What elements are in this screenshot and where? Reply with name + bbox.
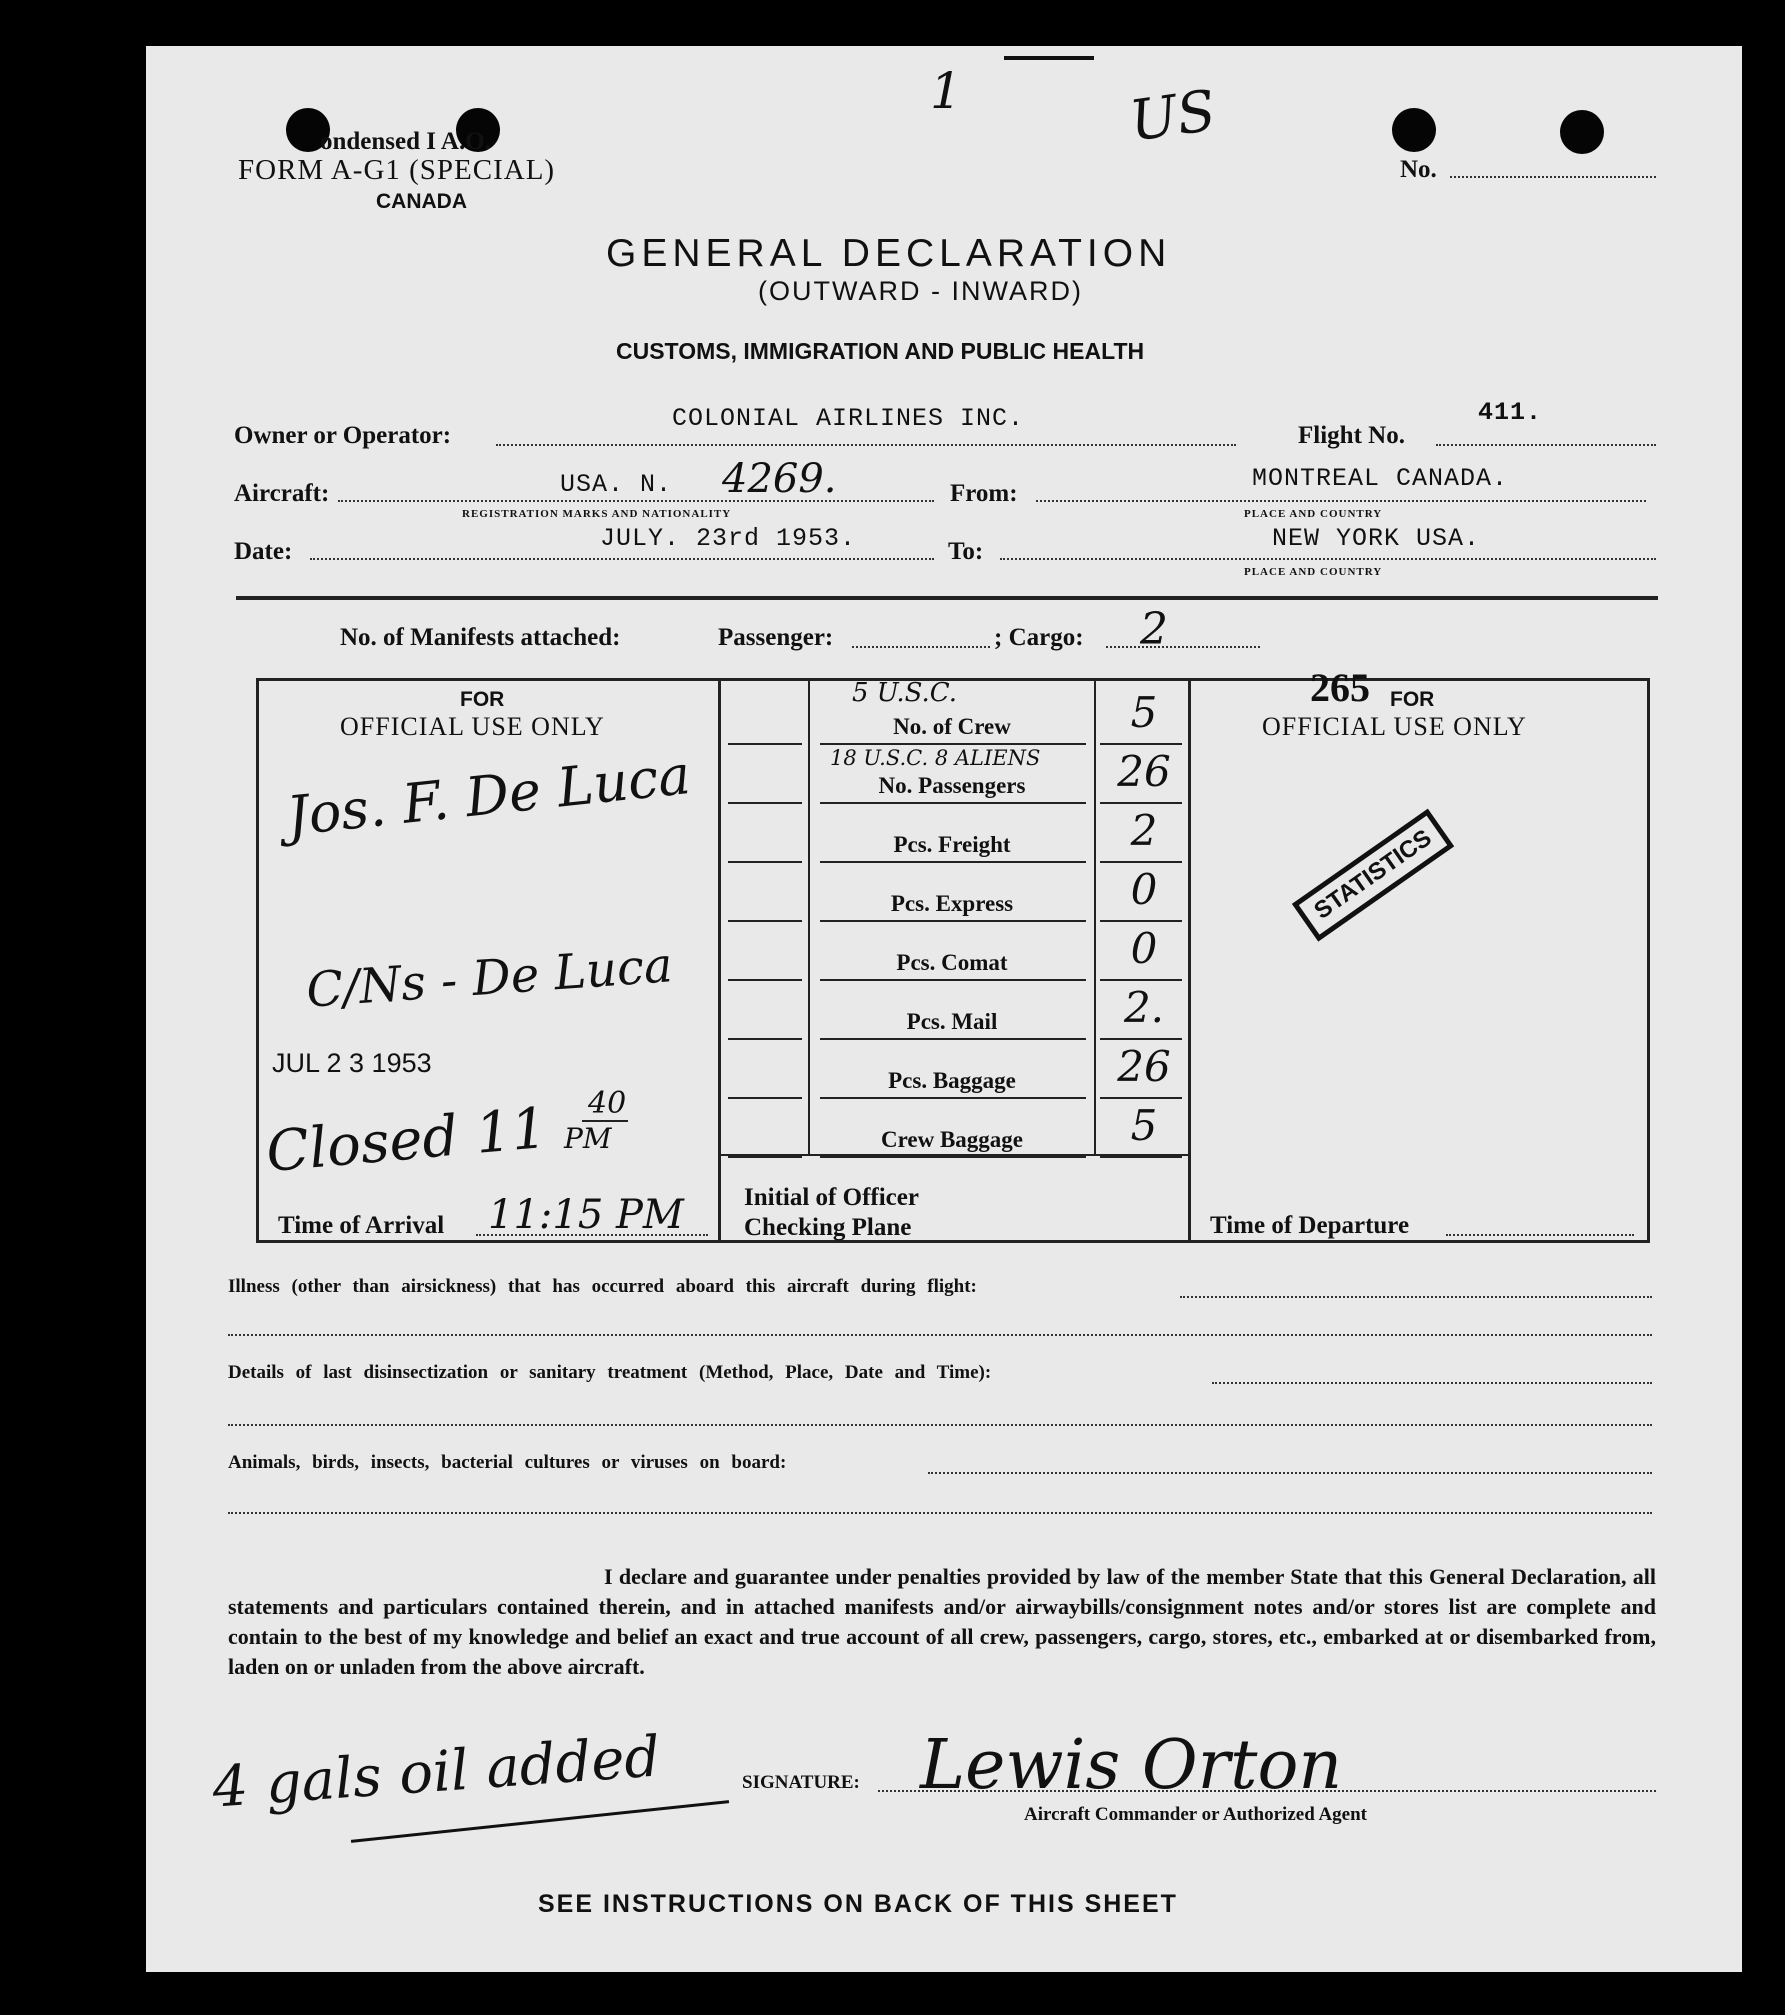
cargo-row-divider [820, 920, 1086, 922]
cargo-row-label: No. Passengers [878, 773, 1026, 798]
cargo-row-label: Pcs. Comat [896, 950, 1008, 975]
cargo-row-divider [728, 920, 802, 922]
illness-field [1180, 1296, 1652, 1298]
signature-label: SIGNATURE: [742, 1772, 860, 1793]
date-stamp: JUL 2 3 1953 [272, 1048, 432, 1078]
passenger-note: 18 U.S.C. 8 ALIENS [830, 746, 1041, 770]
closed-note: Closed 11 [263, 1095, 550, 1186]
cargo-row-label: Pcs. Mail [906, 1009, 998, 1034]
manifests-label: No. of Manifests attached: [340, 624, 621, 651]
page-subtitle: (OUTWARD - INWARD) [758, 276, 1083, 306]
table-divider [1188, 678, 1191, 1240]
left-for-label: FOR [460, 688, 505, 711]
statistics-stamp: STATISTICS [1292, 808, 1455, 941]
manifests-passenger-field [852, 646, 990, 648]
form-id-line1: ondensed I A.O. [320, 128, 491, 155]
manifests-cargo-label: ; Cargo: [994, 624, 1084, 651]
owner-label: Owner or Operator: [234, 422, 452, 449]
form-id-line2: FORM A-G1 (SPECIAL) [238, 154, 556, 186]
to-value: NEW YORK USA. [1272, 524, 1481, 553]
time-arrival-label: Time of Arrival [278, 1212, 445, 1239]
cargo-row-divider [728, 1156, 802, 1158]
animals-field-2 [228, 1512, 1652, 1514]
right-number: 265 [1310, 665, 1370, 710]
cargo-row-divider [1100, 1097, 1182, 1099]
cargo-row-label: No. of Crew [893, 714, 1011, 739]
official-signature-1: Jos. F. De Luca [283, 743, 694, 848]
closed-minutes: 40 [588, 1086, 627, 1121]
from-label: From: [950, 480, 1018, 507]
aircraft-label: Aircraft: [234, 480, 330, 507]
aircraft-caption: REGISTRATION MARKS AND NATIONALITY [462, 508, 732, 520]
cargo-row-divider [1100, 979, 1182, 981]
cargo-row-label: Crew Baggage [880, 1127, 1024, 1152]
initial-officer-label-2: Checking Plane [744, 1214, 912, 1241]
cargo-row-value: 0 [1130, 865, 1158, 914]
from-value: MONTREAL CANADA. [1252, 464, 1509, 493]
disinsect-field [1212, 1382, 1652, 1384]
right-official-label: OFFICIAL USE ONLY [1262, 712, 1527, 741]
handwritten-mark: 1 [930, 62, 962, 120]
no-label: No. [1400, 156, 1437, 183]
cargo-row-divider [820, 861, 1086, 863]
cargo-row-divider [728, 802, 802, 804]
flight-label: Flight No. [1298, 422, 1405, 449]
cargo-row-value: 2 [1130, 806, 1158, 855]
illness-label: Illness (other than airsickness) that has occurred aboard this aircraft during flight: [228, 1276, 977, 1297]
manifests-passenger-label: Passenger: [718, 624, 834, 651]
header-divider [236, 596, 1658, 600]
signature-caption: Aircraft Commander or Authorized Agent [1024, 1804, 1368, 1825]
cargo-row-divider [1100, 1038, 1182, 1040]
page-title: GENERAL DECLARATION [606, 232, 1172, 275]
footer-instructions: SEE INSTRUCTIONS ON BACK OF THIS SHEET [538, 1890, 1178, 1918]
handwritten-initials: US [1125, 78, 1220, 155]
cargo-row-divider [728, 861, 802, 863]
initial-officer-label-1: Initial of Officer [744, 1184, 919, 1211]
left-official-label: OFFICIAL USE ONLY [340, 712, 605, 741]
cargo-row-divider [820, 802, 1086, 804]
cargo-row-label: Pcs. Baggage [888, 1068, 1016, 1093]
cargo-row-label: Pcs. Freight [893, 832, 1011, 857]
page-subtitle-2: CUSTOMS, IMMIGRATION AND PUBLIC HEALTH [616, 338, 1145, 364]
time-departure-label: Time of Departure [1210, 1212, 1410, 1239]
flight-value: 411. [1478, 398, 1543, 427]
from-field [1036, 500, 1646, 502]
cargo-row-value: 26 [1117, 1042, 1171, 1091]
cargo-row-divider [820, 1156, 1086, 1158]
table-divider [808, 678, 810, 1154]
owner-value: COLONIAL AIRLINES INC. [672, 404, 1025, 433]
cargo-row-value: 2. [1123, 983, 1165, 1032]
owner-field [496, 444, 1236, 446]
cargo-row-divider [728, 979, 802, 981]
date-label: Date: [234, 538, 293, 565]
illness-field-2 [228, 1334, 1652, 1336]
cargo-row-divider [728, 1038, 802, 1040]
cargo-row-divider [728, 743, 802, 745]
table-divider [1094, 678, 1096, 1154]
cargo-row-value: 5 [1130, 1101, 1158, 1150]
commander-signature: Lewis Orton [920, 1726, 1343, 1805]
cargo-row-label: Pcs. Express [890, 891, 1014, 916]
crew-note: 5 U.S.C. [852, 678, 957, 708]
to-label: To: [948, 538, 984, 565]
aircraft-value-typed: USA. N. [560, 470, 673, 499]
form-id-line3: CANADA [376, 190, 467, 213]
manifests-cargo-field [1106, 646, 1260, 648]
cargo-row-divider [728, 1097, 802, 1099]
cargo-row-value: 26 [1117, 747, 1171, 796]
no-field [1450, 176, 1656, 178]
animals-label: Animals, birds, insects, bacterial cultures or viruses on board: [228, 1452, 787, 1473]
flight-field [1436, 444, 1656, 446]
cargo-row-value: 0 [1130, 924, 1158, 973]
time-departure-field [1446, 1234, 1634, 1236]
closed-pm: PM [564, 1122, 612, 1155]
to-caption: PLACE AND COUNTRY [1244, 566, 1383, 578]
from-caption: PLACE AND COUNTRY [1244, 508, 1383, 520]
disinsect-label: Details of last disinsectization or sanitary treatment (Method, Place, Date and Time): [228, 1362, 992, 1383]
right-for-label: FOR [1390, 688, 1435, 711]
cargo-row-divider [820, 1038, 1086, 1040]
date-field [310, 558, 934, 560]
cargo-row-divider [1100, 920, 1182, 922]
cargo-row-value: 5 [1130, 688, 1158, 737]
cargo-row-divider [820, 1097, 1086, 1099]
cargo-row-divider [1100, 1156, 1182, 1158]
manifests-cargo-value: 2 [1140, 604, 1168, 655]
cargo-row-divider [1100, 861, 1182, 863]
official-signature-2: C/Ns - De Luca [304, 937, 675, 1019]
declaration-body: I declare and guarantee under penalties provided by law of the member State that this General Declaration, all statements and particulars contained therein, and in attached manifests and/or airwaybills/consignment notes and/or stores list are complete and contain to the best of my knowledge and belief an exact and true account of all crew, passengers, cargo, stores, etc., embarked at or disembarked from, laden on or unladen from the above aircraft. [228, 1564, 1656, 1679]
animals-field [928, 1472, 1652, 1474]
cargo-row-divider [1100, 802, 1182, 804]
aircraft-value-hand: 4269. [722, 456, 837, 502]
punch-hole [1392, 108, 1436, 152]
table-bottom [256, 1240, 1647, 1243]
disinsect-field-2 [228, 1424, 1652, 1426]
cargo-row-divider [820, 743, 1086, 745]
cargo-row-divider [820, 979, 1086, 981]
date-value: JULY. 23rd 1953. [600, 524, 857, 553]
oil-note: 4 gals oil added [210, 1724, 663, 1821]
punch-hole [1560, 110, 1604, 154]
to-field [1000, 558, 1656, 560]
declaration-text [228, 1562, 1656, 1682]
cargo-row-divider [1100, 743, 1182, 745]
handwritten-arrow [1004, 56, 1094, 74]
time-arrival-value: 11:15 PM [488, 1192, 684, 1238]
aircraft-field [338, 500, 934, 502]
